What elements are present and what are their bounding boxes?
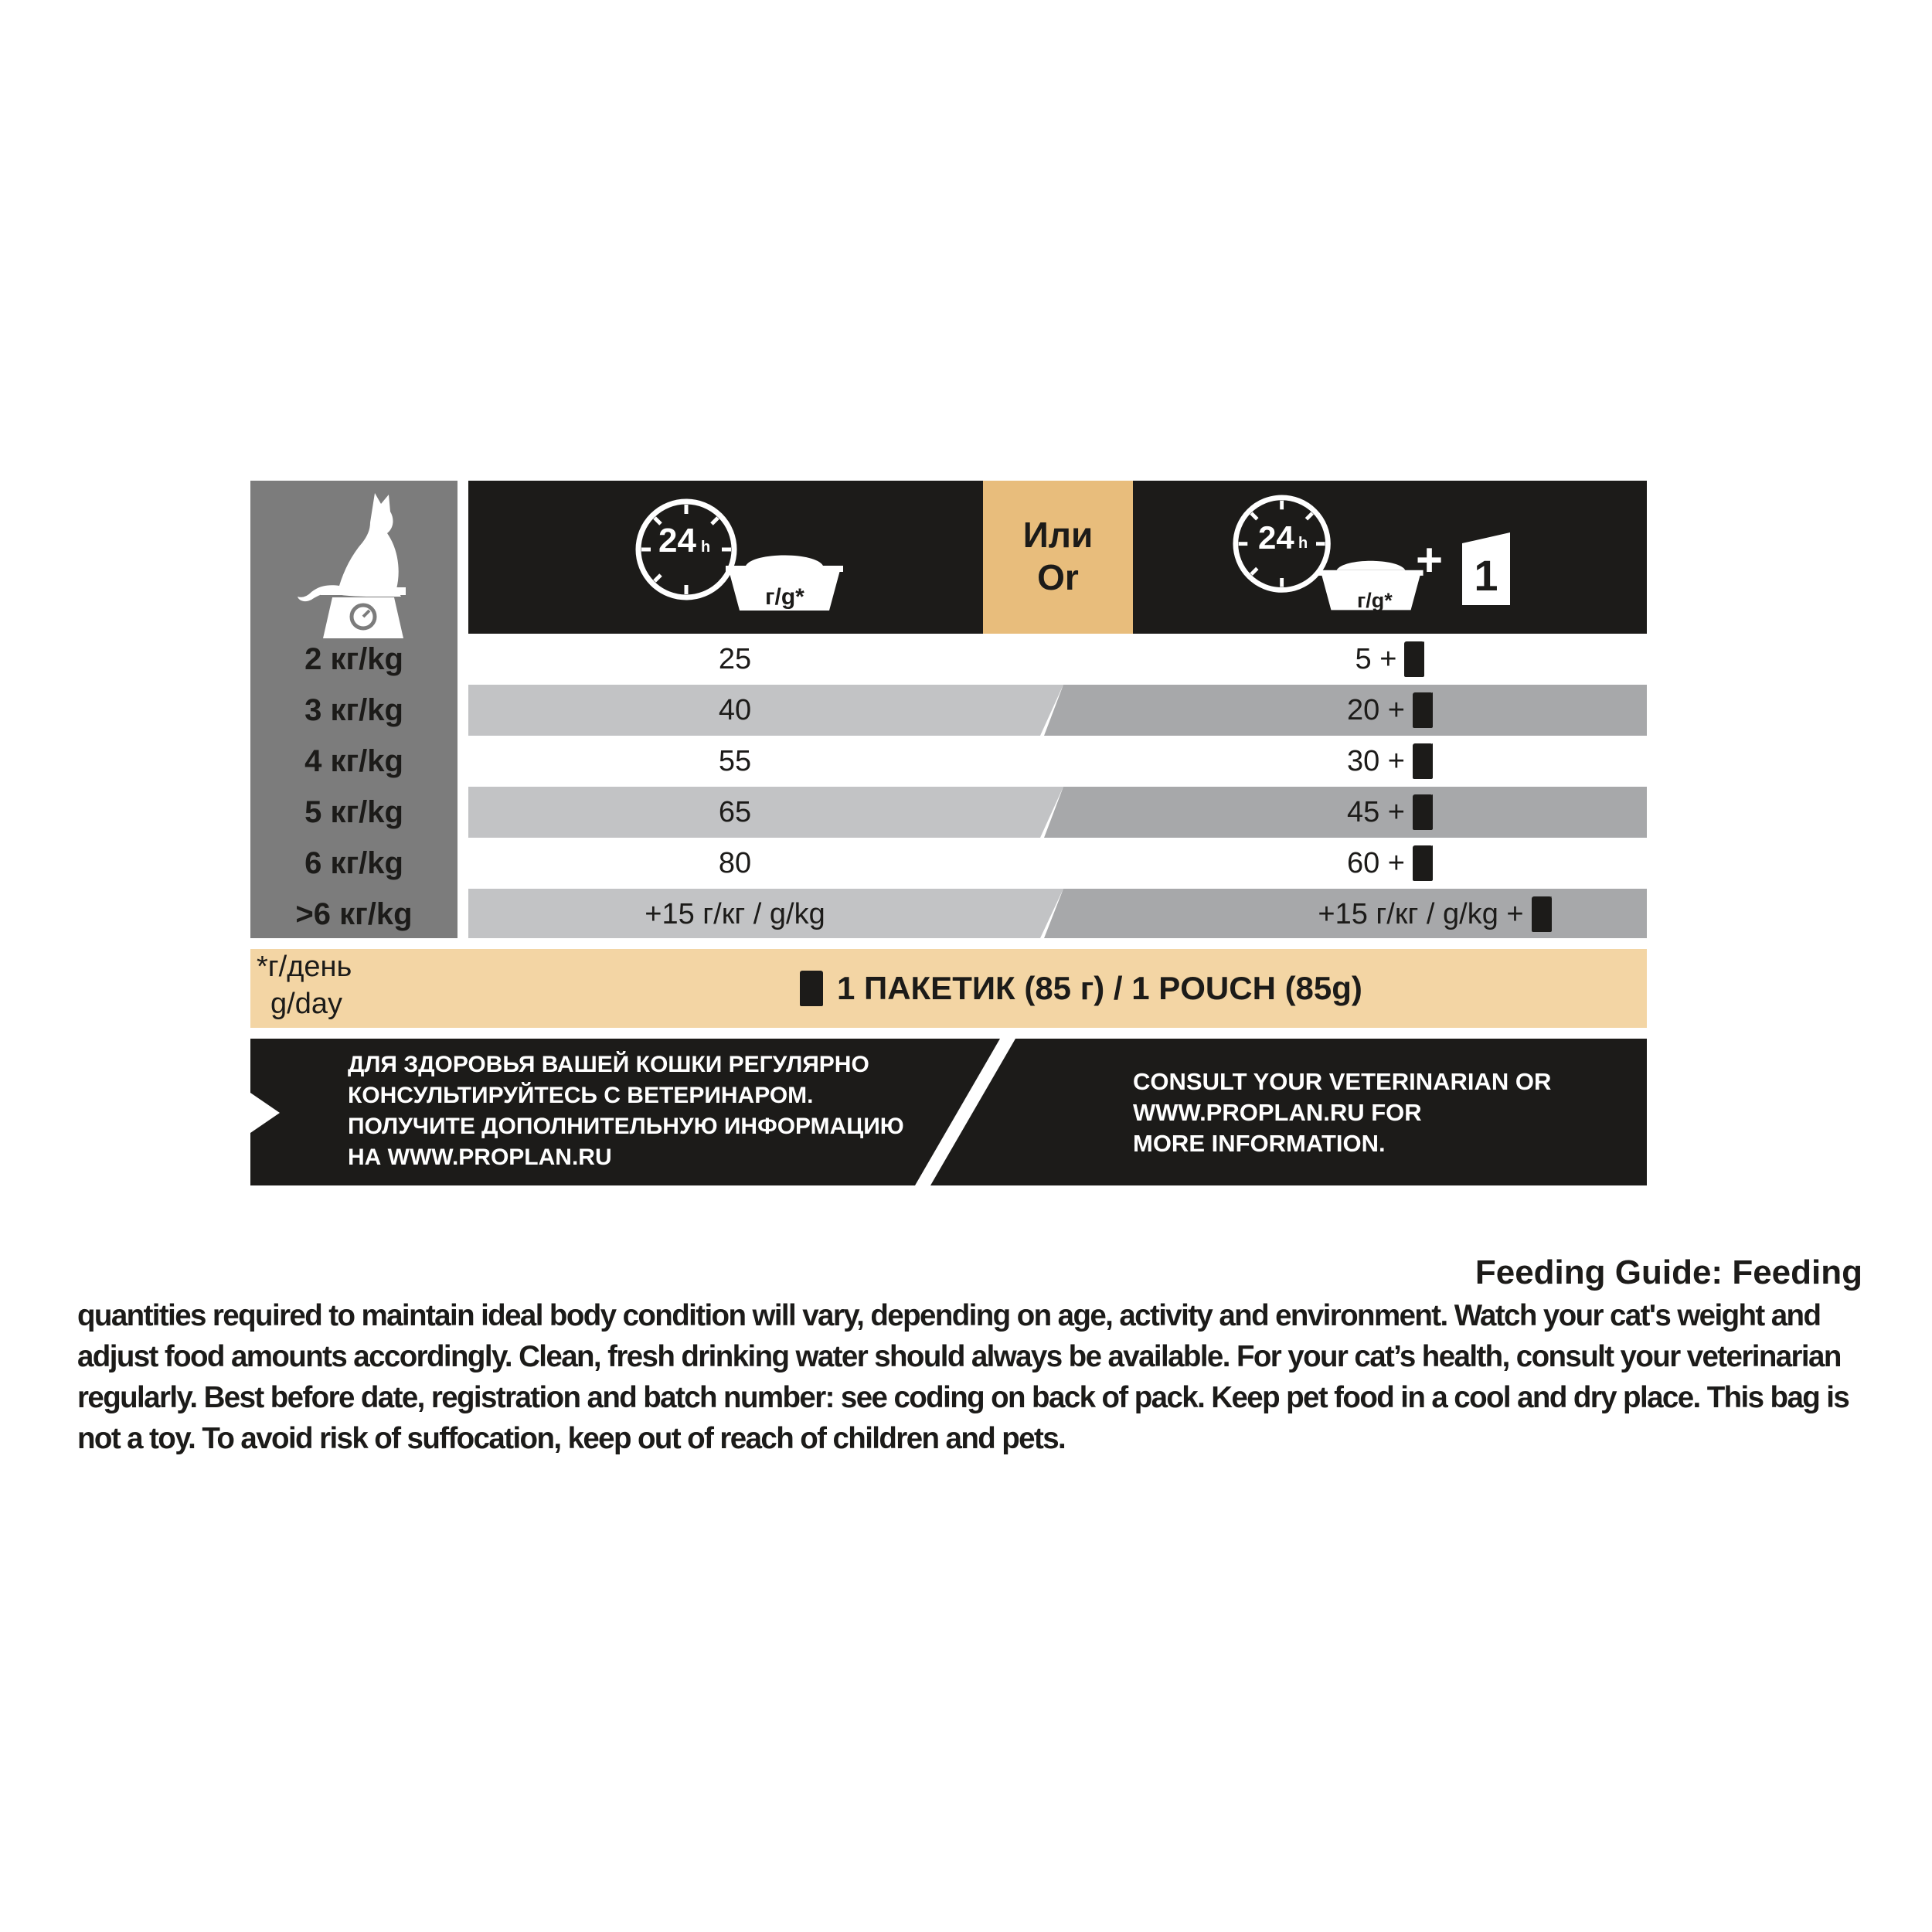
- clock-h: h: [1298, 535, 1308, 552]
- info-ru-line: НА WWW.PROPLAN.RU: [348, 1145, 612, 1170]
- feeding-guide-line: quantities required to maintain ideal body condition will vary, depending on age, activity and environment. Watch your cat's weight and: [77, 1299, 1821, 1332]
- dry-amount: 65: [718, 796, 752, 828]
- info-en-line: WWW.PROPLAN.RU FOR: [1133, 1099, 1422, 1126]
- mixed-cell: [1133, 787, 1647, 838]
- dry-amount: 40: [718, 694, 752, 726]
- info-ru-line: ПОЛУЧИТЕ ДОПОЛНИТЕЛЬНУЮ ИНФОРМАЦИЮ: [348, 1114, 904, 1139]
- feeding-guide-line: regularly. Best before date, registration and batch number: see coding on back of pack. Keep pet food in a cool and dry place. This bag is: [77, 1381, 1849, 1414]
- feeding-guide-heading: Feeding Guide:: [1475, 1253, 1723, 1291]
- weight-label: 2 кг/kg: [304, 642, 403, 676]
- feeding-guide-body: [77, 1295, 1862, 1459]
- pouch-size-text: 1 ПАКЕТИК (85 г) / 1 POUCH (85g): [837, 970, 1362, 1006]
- table-row: [250, 889, 1647, 940]
- plus-sign: +: [1416, 534, 1444, 586]
- mixed-amount: +15 г/кг / g/kg +: [1318, 898, 1524, 930]
- feeding-guide-line: adjust food amounts accordingly. Clean, fresh drinking water should always be available. For your cat’s health, consult your veterinarian: [77, 1340, 1841, 1373]
- mixed-cell: [1133, 736, 1647, 787]
- info-ru-line: ДЛЯ ЗДОРОВЬЯ ВАШЕЙ КОШКИ РЕГУЛЯРНО: [348, 1052, 869, 1077]
- table-row: [250, 634, 1647, 685]
- table-row: [250, 838, 1647, 889]
- table-row: [250, 685, 1647, 736]
- mixed-amount: 30 +: [1346, 745, 1406, 777]
- dry-amount: +15 г/кг / g/kg: [645, 898, 825, 930]
- mixed-cell: [1133, 634, 1647, 685]
- feeding-guide-line: Feeding: [1732, 1253, 1862, 1291]
- weight-label: 3 кг/kg: [304, 693, 403, 727]
- clock-hours: 24: [658, 522, 696, 560]
- cat-on-scale-icon: [278, 485, 425, 640]
- or-ru: Или: [1022, 515, 1094, 555]
- info-en: [1133, 1066, 1551, 1159]
- pouch-icon: [1532, 896, 1552, 932]
- unit-en: g/day: [270, 988, 342, 1020]
- unit-ru: *г/день: [257, 951, 352, 983]
- mixed-cell: [1178, 889, 1692, 940]
- info-en-line: MORE INFORMATION.: [1133, 1130, 1386, 1157]
- pouch-icon: [1413, 794, 1433, 830]
- mixed-amount: 5 +: [1355, 643, 1397, 675]
- or-en: Or: [1037, 557, 1079, 597]
- pouch-size-label: [800, 970, 1362, 1007]
- bowl-unit: г/g*: [1357, 589, 1393, 612]
- pouch-icon: [1413, 743, 1433, 779]
- pouch-icon: [800, 971, 823, 1006]
- clock-hours: 24: [1258, 519, 1294, 556]
- info-ru: [348, 1049, 904, 1173]
- pouch-icon: [1413, 692, 1433, 728]
- dry-amount: 80: [718, 847, 752, 879]
- mixed-cell: [1133, 685, 1647, 736]
- weight-label: 5 кг/kg: [304, 795, 403, 829]
- mixed-amount: 20 +: [1346, 694, 1406, 726]
- pouch-count: 1: [1474, 551, 1498, 600]
- pouch-icon: [1404, 641, 1424, 677]
- mixed-amount: 60 +: [1346, 847, 1406, 879]
- clock-h: h: [701, 539, 711, 556]
- feeding-guide-first-line: [1475, 1253, 1862, 1292]
- feeding-guide-line: not a toy. To avoid risk of suffocation, keep out of reach of children and pets.: [77, 1422, 1066, 1455]
- dry-amount: 55: [718, 745, 752, 777]
- mixed-cell: [1133, 838, 1647, 889]
- weight-label: 4 кг/kg: [304, 744, 403, 778]
- weight-label: 6 кг/kg: [304, 846, 403, 880]
- table-row: [250, 736, 1647, 787]
- mixed-amount: 45 +: [1346, 796, 1406, 828]
- info-ru-line: КОНСУЛЬТИРУЙТЕСЬ С ВЕТЕРИНАРОМ.: [348, 1083, 814, 1108]
- dry-amount: 25: [718, 643, 752, 675]
- info-en-line: CONSULT YOUR VETERINARIAN OR: [1133, 1068, 1552, 1095]
- table-row: [250, 787, 1647, 838]
- weight-label: >6 кг/kg: [295, 897, 413, 931]
- pouch-icon: [1413, 845, 1433, 881]
- bowl-unit: г/g*: [765, 584, 804, 610]
